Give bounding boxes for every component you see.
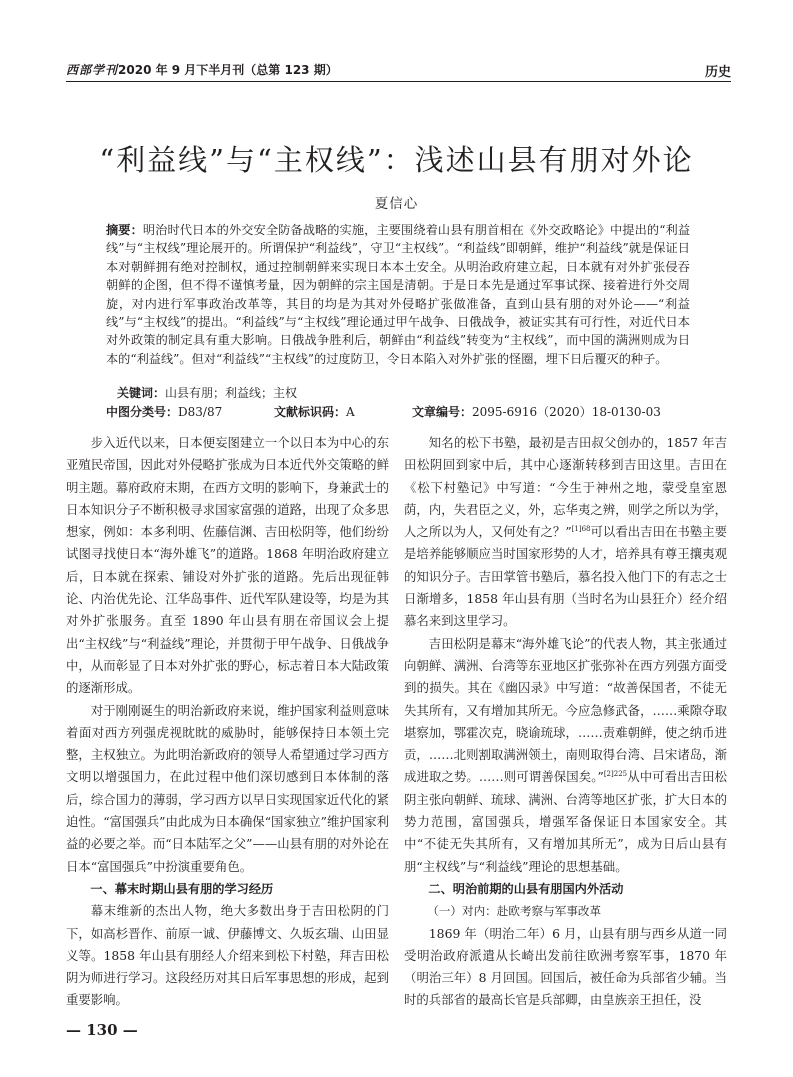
article-number-value: 2095-6916（2020）18-0130-03	[472, 405, 661, 419]
keywords	[117, 384, 297, 401]
paragraph-text: 知名的松下书塾，最初是吉田叔父创办的，1857 年吉田松阴回到家中后，其中心逐渐转移到吉田这里。吉田在《松下村塾记》中写道：“今生于神州之地，蒙受皇室恩荫，内，失君臣之义，外，忘华夷之辨，则学之所以为学，人之所以为人，又何处有之？”	[404, 435, 727, 540]
journal-logo: 西部学刊	[66, 63, 119, 77]
keywords-label: 关键词：	[117, 386, 166, 400]
paragraph: 步入近代以来，日本便妄图建立一个以日本为中心的东亚殖民帝国，因此对外侵略扩张成为日本近代外交策略的鲜明主题。幕府政府末期，在西方文明的影响下，身兼武士的日本知识分子不断积极寻求国家富强的道路，出现了众多思想家，例如：本多利明、佐藤信渊、吉田松阴等，他们纷纷试图寻找使日本“海外雄飞”的道路。1868 年明治政府建立后，日本就在探索、铺设对外扩张的道路。先后出现征韩论、内治优先论、江华岛事件、近代军队建设等，均是为其对外扩张服务。直至 1890 年山县有朋在帝国议会上提出“主权线”与“利益线”理论，并贯彻于甲午战争、日俄战争中，从而彰显了日本对外扩张的野心，标志着日本大陆政策的逐渐形成。	[66, 435, 389, 696]
subsection-heading: （一）对内：赴欧考察与军事改革	[427, 904, 602, 919]
clc-label: 中图分类号：	[106, 405, 179, 419]
abstract	[106, 221, 690, 368]
citation-ref[interactable]: [2]225	[603, 770, 628, 779]
paragraph: 幕末维新的杰出人物，绝大多数出身于吉田松阴的门下，如高杉晋作、前原一诚、伊藤博文、久坂玄瑞、山田显义等。1858 年山县有朋经人介绍来到松下村塾，拜吉田松阴为师进行学习。这段经历对其日后军事思想的形成，起到重要影响。	[66, 903, 389, 1008]
citation-ref[interactable]: [1]68	[571, 525, 591, 534]
paragraph	[404, 633, 727, 878]
article-number	[412, 403, 661, 420]
paragraph-text: 吉田松阴是幕末“海外雄飞论”的代表人物，其主张通过向朝鲜、满洲、台湾等东亚地区扩张弥补在西方列强方面受到的损失。其在《幽囚录》中写道：“故善保国者，不徒无失其所有，又有增加其所无。今应急修武备，……乘隙夺取堪察加，鄂霍次克，晓谕琉球，……责难朝鲜，使之纳币进贡，……北则割取满洲领土，南则取得台湾、吕宋诸岛，渐成进取之势。……则可谓善保国矣。”	[404, 635, 727, 785]
keywords-text: 山县有朋；利益线；主权	[165, 386, 298, 400]
author-name: 夏信心	[374, 196, 419, 212]
section-heading: 一、幕末时期山县有朋的学习经历	[90, 881, 274, 896]
article-title: “利益线”与“主权线”：浅述山县有朋对外论	[99, 143, 694, 177]
paragraph	[404, 432, 727, 633]
running-header	[66, 57, 731, 82]
document-code	[274, 403, 355, 420]
paragraph: 1869 年（明治二年）6 月，山县有朋与西乡从道一同受明治政府派遣从长崎出发前往欧洲考察军事，1870 年（明治三年）8 月回国。回国后，被任命为兵部省少辅。当时的兵部省的最高长官是兵部卿，由皇族亲王担任，没	[404, 925, 727, 1008]
paragraph: 对于刚刚诞生的明治新政府来说，维护国家利益则意味着面对西方列强虎视眈眈的威胁时，能够保持日本领土完整，主权独立。为此明治新政府的领导人希望通过学习西方文明以增强国力，在此过程中他们深切感到日本体制的落后，综合国力的薄弱，学习西方以早日实现国家近代化的紧迫性。“富国强兵”由此成为日本确保“国家独立”维护国家利益的必要之举。而“日本陆军之父”——山县有朋的对外论在日本“富国强兵”中扮演重要角色。	[66, 702, 389, 874]
right-column	[404, 432, 727, 1012]
paragraph-text: 从中可看出吉田松阴主张向朝鲜、琉球、满洲、台湾等地区扩张，扩大日本的势力范围，富国强兵，增强军备保证日本国家安全。其中“不徒无失其所有，又有增加其所无”，成为日后山县有朋“主权线”与“利益线”理论的思想基础。	[404, 769, 728, 874]
clc-number	[106, 403, 222, 420]
abstract-label: 摘要：	[106, 223, 143, 237]
abstract-text: 明治时代日本的外交安全防备战略的实施，主要围绕着山县有朋首相在《外交政略论》中提出的“利益线”与“主权线”理论展开的。所谓保护“利益线”，守卫“主权线”。“利益线”即朝鲜，维护“利益线”就是保证日本对朝鲜拥有绝对控制权，通过控制朝鲜来实现日本本土安全。从明治政府建立起，日本就有对外扩张侵吞朝鲜的企图，但不得不谨慎考量，因为朝鲜的宗主国是清朝。于是日本先是通过军事试探、接着进行外交周旋，对内进行军事政治改革等，其目的均是为其对外侵略扩张做准备，直到山县有朋的对外论——“利益线”与“主权线”的提出。“利益线”与“主权线”理论通过甲午战争、日俄战争，被证实其有可行性，对近代日本对外政策的制定具有重大影响。日俄战争胜利后，朝鲜由“利益线”转变为“主权线”，而中国的满洲则成为日本的“利益线”。但对“利益线”“主权线”的过度防卫，令日本陷入对外扩张的怪圈，埋下日后覆灭的种子。	[106, 223, 691, 366]
issue-info: 2020 年 9 月下半月刊（总第 123 期）	[118, 63, 338, 77]
article-number-label: 文章编号：	[412, 405, 473, 419]
doc-value: A	[346, 405, 355, 419]
clc-value: D83/87	[178, 405, 223, 419]
section-label: 历史	[704, 65, 731, 80]
paragraph-text: 可以看出吉田在书塾主要是培养能够顺应当时国家形势的人才，培养具有尊王攘夷观的知识分子。吉田掌管书塾后，慕名投入他门下的有志之士日渐增多，1858 年山县有朋（当时名为山县狂介）经介绍慕名来到这里学习。	[404, 524, 728, 629]
section-heading: 二、明治前期的山县有朋国内外活动	[428, 881, 624, 896]
journal-issue	[66, 61, 338, 78]
doc-label: 文献标识码：	[274, 405, 347, 419]
page-number: — 130 —	[66, 1021, 138, 1039]
left-column	[66, 432, 389, 1012]
